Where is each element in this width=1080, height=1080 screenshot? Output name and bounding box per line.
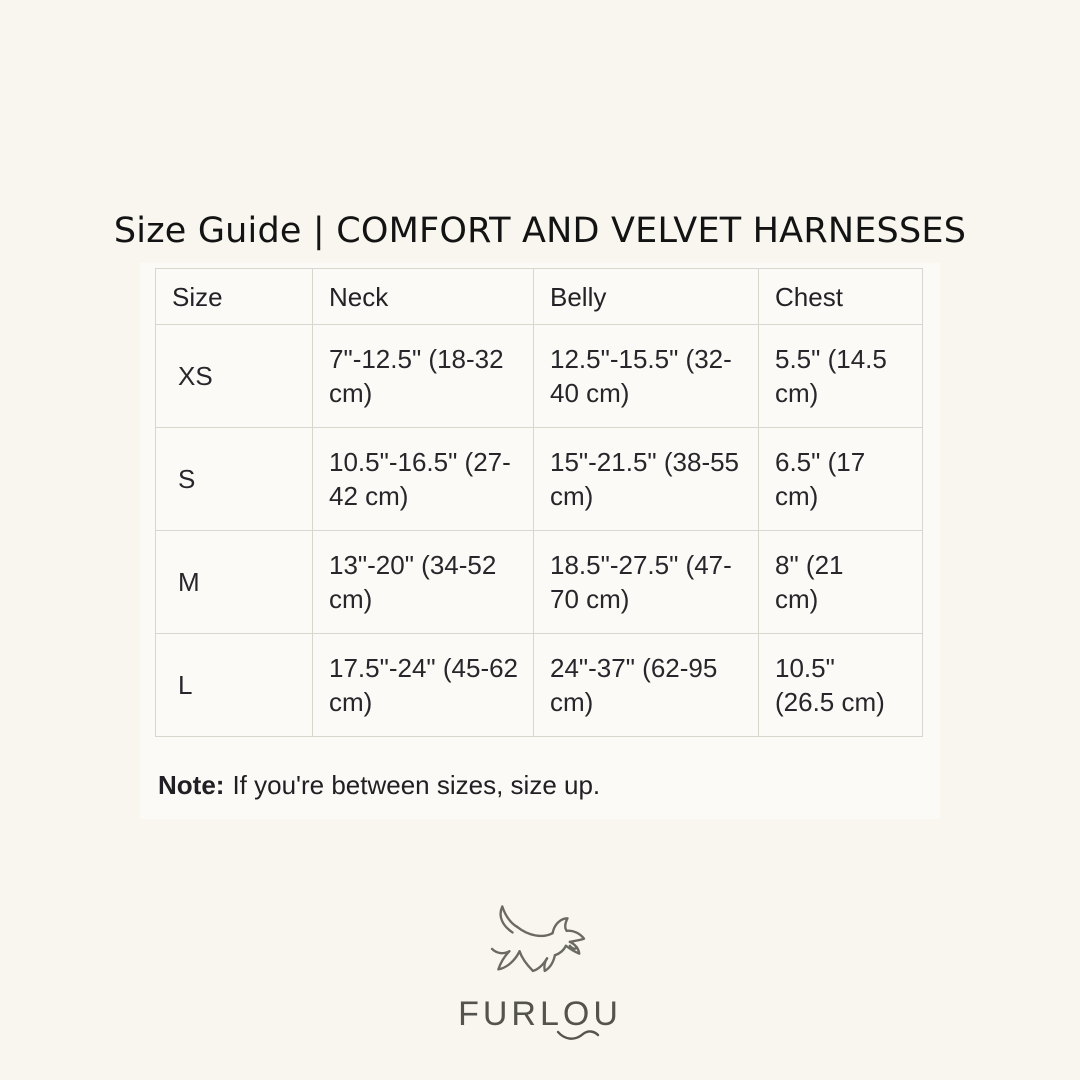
belly-value: 18.5"-27.5" (47-70 cm) bbox=[534, 531, 759, 634]
belly-value: 15"-21.5" (38-55 cm) bbox=[534, 428, 759, 531]
neck-value: 17.5"-24" (45-62 cm) bbox=[313, 634, 534, 737]
col-header-belly: Belly bbox=[534, 269, 759, 325]
table-row-m bbox=[156, 531, 923, 634]
header-row bbox=[156, 269, 923, 325]
table-row-s bbox=[156, 428, 923, 531]
table-row-l bbox=[156, 634, 923, 737]
sizing-note bbox=[158, 769, 600, 801]
size-value: S bbox=[156, 428, 313, 531]
chest-value: 6.5" (17 cm) bbox=[759, 428, 923, 531]
size-table bbox=[155, 268, 923, 737]
chest-value: 10.5" (26.5 cm) bbox=[759, 634, 923, 737]
chest-value: 5.5" (14.5 cm) bbox=[759, 325, 923, 428]
size-value: L bbox=[156, 634, 313, 737]
brand-name: FURLOU bbox=[458, 995, 622, 1033]
neck-value: 10.5"-16.5" (27-42 cm) bbox=[313, 428, 534, 531]
brand-wordmark bbox=[420, 991, 660, 1043]
brand-logo bbox=[0, 901, 1080, 1043]
belly-value: 12.5"-15.5" (32-40 cm) bbox=[534, 325, 759, 428]
note-label: Note: bbox=[158, 770, 225, 800]
size-value: M bbox=[156, 531, 313, 634]
table-row-xs bbox=[156, 325, 923, 428]
size-value: XS bbox=[156, 325, 313, 428]
page-title: Size Guide | COMFORT AND VELVET HARNESSES bbox=[113, 211, 967, 251]
col-header-chest: Chest bbox=[759, 269, 923, 325]
note-text: If you're between sizes, size up. bbox=[232, 770, 601, 800]
neck-value: 13"-20" (34-52 cm) bbox=[313, 531, 534, 634]
col-header-size: Size bbox=[156, 269, 313, 325]
neck-value: 7"-12.5" (18-32 cm) bbox=[313, 325, 534, 428]
chest-value: 8" (21 cm) bbox=[759, 531, 923, 634]
col-header-neck: Neck bbox=[313, 269, 534, 325]
leaping-dog-icon bbox=[481, 901, 599, 989]
belly-value: 24"-37" (62-95 cm) bbox=[534, 634, 759, 737]
